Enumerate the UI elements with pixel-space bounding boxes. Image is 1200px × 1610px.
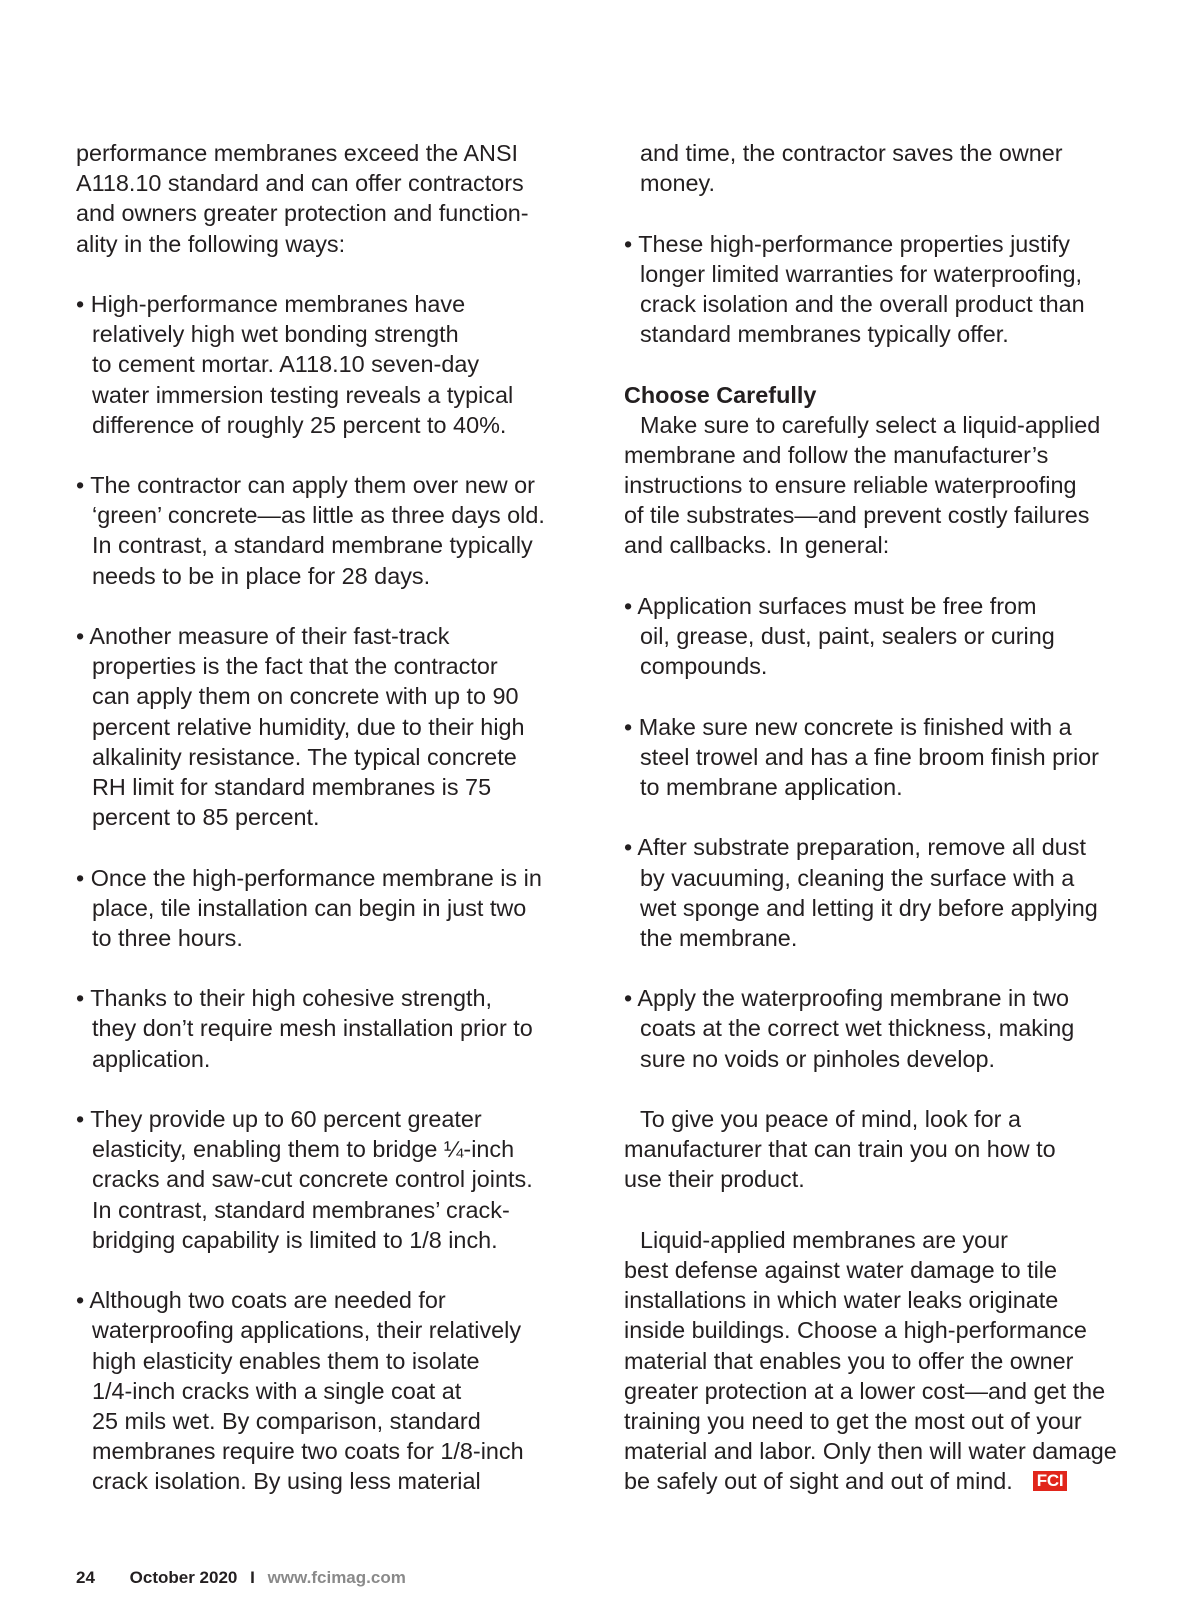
text-line: by vacuuming, cleaning the surface with a	[640, 864, 1075, 891]
text-line: • Apply the waterproofing membrane in two	[624, 985, 1070, 1012]
text-line: ‘green’ concrete—as little as three days old.	[92, 502, 545, 529]
text-line: 25 mils wet. By comparison, standard	[92, 1407, 481, 1434]
text-line: crack isolation and the overall product than	[640, 290, 1085, 317]
text-line: • Make sure new concrete is finished with a	[624, 713, 1072, 740]
text-line: standard membranes typically offer.	[640, 321, 1009, 348]
text-line: coats at the correct wet thickness, making	[640, 1015, 1075, 1042]
text-line: membranes require two coats for 1/8-inch	[92, 1438, 524, 1465]
text-line: elasticity, enabling them to bridge ¼-inch	[92, 1136, 515, 1163]
text-line: Liquid-applied membranes are your	[640, 1226, 1008, 1253]
text-line: crack isolation. By using less material	[92, 1468, 481, 1495]
text-line: best defense against water damage to tile	[624, 1256, 1058, 1283]
issue-date: October 2020	[129, 1568, 238, 1587]
text-line: In contrast, standard membranes’ crack-	[92, 1196, 510, 1223]
text-line: of tile substrates—and prevent costly failures	[624, 502, 1090, 529]
text-line: they don’t require mesh installation prior to	[92, 1015, 533, 1042]
text-line: steel trowel and has a fine broom finish prior	[640, 743, 1099, 770]
text-line: difference of roughly 25 percent to 40%.	[92, 411, 507, 438]
text-line: training you need to get the most out of your	[624, 1407, 1082, 1434]
text-line: to membrane application.	[640, 773, 903, 800]
text-line: longer limited warranties for waterproofing,	[640, 260, 1083, 287]
text-line: and callbacks. In general:	[624, 532, 890, 559]
text-line: properties is the fact that the contractor	[92, 653, 498, 680]
text-line: to cement mortar. A118.10 seven-day	[92, 351, 480, 378]
text-line: can apply them on concrete with up to 90	[92, 683, 519, 710]
text-line: • Although two coats are needed for	[76, 1287, 446, 1314]
text-line: • They provide up to 60 percent greater	[76, 1106, 482, 1132]
text-line: waterproofing applications, their relatively	[92, 1317, 522, 1344]
fci-end-logo: FCI	[1033, 1471, 1067, 1491]
text-line: bridging capability is limited to 1/8 inch.	[92, 1226, 498, 1253]
bullet-item	[624, 983, 1144, 1074]
text-line: installations in which water leaks originate	[624, 1287, 1059, 1314]
bullet-item	[76, 621, 591, 832]
right-column	[624, 138, 1144, 1496]
text-line: oil, grease, dust, paint, sealers or curing	[640, 623, 1055, 649]
text-line: • Another measure of their fast-track	[76, 623, 450, 649]
text-line: and owners greater protection and function-	[76, 200, 529, 227]
text-line: Make sure to carefully select a liquid-applied	[640, 411, 1101, 438]
text-line: water immersion testing reveals a typical	[92, 381, 514, 408]
text-line: • These high-performance properties justify	[624, 230, 1070, 257]
text-line: • High-performance membranes have	[76, 290, 466, 317]
bullet-item	[624, 229, 1144, 350]
text-line: material and labor. Only then will water damage	[624, 1438, 1117, 1465]
text-line: money.	[640, 170, 715, 197]
text-line: • Application surfaces must be free from	[624, 592, 1037, 619]
text-line: and time, the contractor saves the owner	[640, 140, 1063, 166]
text-line: A118.10 standard and can offer contractors	[76, 170, 524, 197]
text-line: • After substrate preparation, remove all dust	[624, 834, 1086, 861]
continuation-paragraph	[624, 138, 1144, 198]
bullet-item	[76, 1285, 591, 1496]
text-line: relatively high wet bonding strength	[92, 321, 459, 348]
bullet-item	[76, 983, 591, 1074]
text-line: membrane and follow the manufacturer’s	[624, 441, 1049, 468]
text-line: • Thanks to their high cohesive strength,	[76, 985, 493, 1012]
text-line-content: be safely out of sight and out of mind.	[624, 1468, 1013, 1495]
closing-paragraph	[624, 1225, 1144, 1497]
text-line: greater protection at a lower cost—and get the	[624, 1377, 1106, 1404]
section-heading: Choose Carefully	[624, 381, 817, 408]
bullet-item	[624, 832, 1144, 953]
bullet-item	[76, 1104, 591, 1255]
choose-paragraph	[624, 410, 1144, 561]
page-number: 24	[76, 1568, 95, 1587]
text-line: performance membranes exceed the ANSI	[76, 140, 519, 166]
text-line: high elasticity enables them to isolate	[92, 1347, 480, 1374]
text-line: RH limit for standard membranes is 75	[92, 773, 492, 800]
bullet-item	[624, 712, 1144, 803]
page-footer	[76, 1568, 406, 1588]
text-line: compounds.	[640, 653, 768, 680]
text-line: 1/4-inch cracks with a single coat at	[92, 1377, 462, 1404]
footer-separator: I	[250, 1568, 255, 1587]
text-line: application.	[92, 1045, 211, 1072]
text-line: inside buildings. Choose a high-performance	[624, 1317, 1087, 1344]
text-line: cracks and saw-cut concrete control joints.	[92, 1166, 533, 1193]
intro-paragraph	[76, 138, 591, 259]
text-line: To give you peace of mind, look for a	[640, 1106, 1021, 1132]
website-link[interactable]: www.fcimag.com	[267, 1568, 406, 1587]
text-line: In contrast, a standard membrane typically	[92, 532, 533, 559]
text-line: percent relative humidity, due to their high	[92, 713, 525, 740]
text-line: manufacturer that can train you on how to	[624, 1136, 1056, 1163]
bullet-item	[624, 591, 1144, 682]
text-line: needs to be in place for 28 days.	[92, 562, 431, 589]
text-line: alkalinity resistance. The typical concrete	[92, 743, 517, 770]
text-line: • The contractor can apply them over new or	[76, 472, 535, 499]
text-line	[624, 1466, 1144, 1496]
text-line: • Once the high-performance membrane is in	[76, 864, 542, 891]
text-line: sure no voids or pinholes develop.	[640, 1045, 995, 1072]
text-line: the membrane.	[640, 924, 798, 951]
text-line: material that enables you to offer the owner	[624, 1347, 1074, 1374]
training-paragraph	[624, 1104, 1144, 1195]
text-line: to three hours.	[92, 924, 243, 951]
text-line: instructions to ensure reliable waterproofing	[624, 472, 1077, 499]
bullet-item	[76, 289, 591, 440]
text-line: use their product.	[624, 1166, 805, 1193]
text-line: wet sponge and letting it dry before applying	[640, 894, 1098, 921]
left-column	[76, 138, 591, 1496]
text-line: place, tile installation can begin in just two	[92, 894, 527, 921]
text-line: ality in the following ways:	[76, 230, 346, 257]
text-line: percent to 85 percent.	[92, 804, 320, 831]
bullet-item	[76, 470, 591, 591]
bullet-item	[76, 863, 591, 954]
